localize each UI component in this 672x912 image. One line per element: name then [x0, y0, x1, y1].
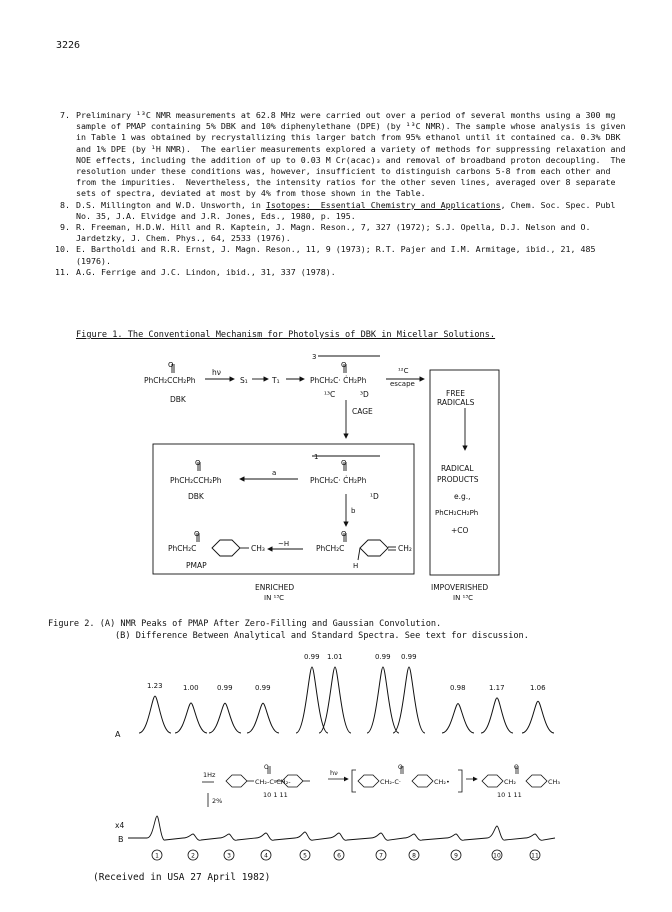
- svg-text:O: O: [514, 764, 519, 771]
- svg-text:CH₃: CH₃: [548, 778, 561, 786]
- peak-label: 0.99: [304, 653, 320, 661]
- circled-number: 2: [191, 852, 195, 860]
- svg-text:CH₃: CH₃: [251, 544, 265, 553]
- svg-text:CH₂-C·: CH₂-C·: [380, 778, 401, 786]
- peak-label: 1.00: [183, 684, 199, 692]
- circled-number: 4: [264, 852, 268, 860]
- svg-text:IN ¹³C: IN ¹³C: [453, 594, 474, 602]
- svg-text:e.g.,: e.g.,: [454, 492, 471, 501]
- trace-a-label: A: [115, 730, 121, 739]
- svg-text:RADICAL: RADICAL: [441, 464, 474, 473]
- svg-text:hν: hν: [212, 368, 221, 377]
- peak-label: 1.23: [147, 682, 163, 691]
- svg-text:b: b: [351, 507, 356, 515]
- reference-number: 9.: [60, 222, 70, 233]
- svg-text:¹²C: ¹²C: [398, 367, 409, 375]
- svg-text:O: O: [341, 530, 347, 538]
- spectrum-peak: [319, 667, 351, 733]
- svg-text:~H: ~H: [278, 540, 290, 548]
- peak-label: 0.99: [255, 684, 271, 692]
- circled-number: 3: [227, 852, 231, 860]
- svg-text:O: O: [264, 764, 269, 771]
- svg-text:2%: 2%: [212, 797, 223, 805]
- reference-number: 11.: [55, 266, 70, 277]
- spectrum-peak: [367, 667, 399, 733]
- spectrum-peak: [139, 696, 171, 733]
- peak-label: 1.01: [327, 653, 343, 661]
- peak-label: 0.98: [450, 684, 466, 692]
- spectrum-peak: [481, 698, 513, 733]
- radical-pair-formula: PhCH₂C· ĊH₂Ph: [310, 376, 367, 385]
- svg-text:RADICALS: RADICALS: [437, 398, 475, 407]
- svg-text:PhCH₂CH₂Ph: PhCH₂CH₂Ph: [435, 509, 479, 517]
- reference-text: D.S. Millington and W.D. Unsworth, in Isotopes: Essential Chemistry and Applications, Chem. Soc. Spec. Publ No. 35, J.A. Elvidge and J.R. Jones, Eds., 1980, p. 195.: [76, 199, 621, 221]
- svg-text:S₁: S₁: [240, 376, 248, 385]
- circled-number: 8: [412, 852, 416, 860]
- reference-text: E. Bartholdi and R.R. Ernst, J. Magn. Reson., 11, 9 (1973); R.T. Pajer and I.M. Armitage, ibid., 21, 485 (1976).: [76, 244, 601, 266]
- svg-text:ENRICHED: ENRICHED: [255, 583, 295, 592]
- figure-2-caption: Figure 2. (A) NMR Peaks of PMAP After Zero-Filling and Gaussian Convolution. (B) Difference Between Analytical and Standard Spectra. See text for discussion.: [48, 619, 529, 641]
- svg-text:O: O: [341, 459, 347, 467]
- svg-text:CH₂: CH₂: [398, 544, 412, 553]
- svg-text:a: a: [272, 469, 277, 477]
- figure-1-caption: Figure 1. The Conventional Mechanism for Photolysis of DBK in Micellar Solutions.: [76, 330, 496, 340]
- circled-number: 9: [454, 852, 458, 860]
- svg-text:PRODUCTS: PRODUCTS: [437, 475, 479, 484]
- svg-text:O: O: [341, 361, 347, 369]
- svg-text:+CO: +CO: [451, 526, 469, 535]
- svg-text:PhCH₂C: PhCH₂C: [168, 544, 197, 553]
- spectrum-peak: [175, 703, 207, 733]
- svg-text:hν: hν: [330, 769, 338, 777]
- svg-text:³D: ³D: [360, 390, 369, 399]
- svg-text:escape: escape: [390, 380, 415, 388]
- svg-text:PhCH₂C: PhCH₂C: [316, 544, 345, 553]
- peak-label: 0.99: [375, 653, 391, 661]
- dbk-label: DBK: [170, 395, 186, 404]
- svg-text:O: O: [194, 530, 200, 538]
- spectrum-peak: [442, 704, 474, 733]
- svg-text:10 1 11: 10 1 11: [497, 791, 522, 799]
- svg-text:1: 1: [314, 453, 319, 461]
- svg-text:IN ¹³C: IN ¹³C: [264, 594, 285, 602]
- peak-label: 1.06: [530, 684, 546, 692]
- svg-text:10 1 11: 10 1 11: [263, 791, 288, 799]
- spectrum-peak: [296, 667, 328, 733]
- circled-number: 6: [337, 852, 341, 860]
- peak-label: 0.99: [401, 653, 417, 661]
- spectrum-peak: [247, 703, 279, 733]
- cage-label: CAGE: [352, 407, 373, 416]
- svg-text:1Hz: 1Hz: [203, 771, 216, 779]
- svg-text:DBK: DBK: [188, 492, 204, 501]
- peak-label: 0.99: [217, 684, 233, 692]
- circled-number: 5: [303, 852, 307, 860]
- svg-text:¹D: ¹D: [370, 492, 379, 501]
- reference-text: Preliminary ¹³C NMR measurements at 62.8 MHz were carried out over a period of several months using a 300 mg sample of PMAP containing 5% DBK and 10% diphenylethane (DPE) (by ¹³C NMR). The sample whose analysis is given in Table 1 was obtained by recrystallizing this larger batch from 95% ethanol until it contained ca. 0.3% DBK and 1% DPE (by ¹H NMR). The earlier measurements explored a variety of methods for suppressing relaxation and NOE effects, including the addition of up to 0.03 M Cr(acac)₃ and removal of broadband proton decoupling. The resolution under these conditions was, however, insufficient to distinguish carbons 5-8 from each other and from the impurities. Nevertheless, the intensity ratios for the other seven lines, averaged over 8 separate sets of spectra, deviated at most by 4% from those shown in the Table.: [76, 110, 631, 199]
- circled-number: 7: [379, 852, 383, 860]
- dbk-formula: PhCH₂CCH₂Ph: [144, 376, 196, 385]
- circled-number: 10: [493, 852, 501, 860]
- svg-text:CH₂: CH₂: [504, 778, 517, 786]
- spectrum-peak: [522, 701, 554, 733]
- svg-text:CH₂•: CH₂•: [434, 778, 450, 786]
- svg-text:PhCH₂CCH₂Ph: PhCH₂CCH₂Ph: [170, 476, 222, 485]
- reference-number: 8.: [60, 199, 70, 210]
- received-date: (Received in USA 27 April 1982): [93, 872, 271, 883]
- svg-text:3: 3: [312, 353, 317, 361]
- svg-text:O: O: [195, 459, 201, 467]
- scale-label: x4: [115, 821, 125, 830]
- svg-text:H: H: [353, 562, 359, 570]
- reference-text: R. Freeman, H.D.W. Hill and R. Kaptein, J. Magn. Reson., 7, 327 (1972); S.J. Opella, D.J. Nelson and O. Jardetzky, J. Chem. Phys., 64, 2533 (1976).: [76, 222, 596, 244]
- svg-text:O: O: [398, 764, 403, 771]
- circled-number: 1: [155, 852, 159, 860]
- circled-number: 11: [531, 852, 539, 860]
- trace-b-label: B: [118, 835, 124, 844]
- pmap-label: PMAP: [186, 561, 207, 570]
- reference-number: 10.: [55, 244, 70, 255]
- svg-text:PhCH₂C· ĊH₂Ph: PhCH₂C· ĊH₂Ph: [310, 476, 367, 485]
- spectrum-peak: [209, 703, 241, 733]
- svg-text:O: O: [168, 361, 174, 369]
- svg-text:T₁: T₁: [272, 376, 280, 385]
- svg-text:FREE: FREE: [446, 389, 466, 398]
- peak-label: 1.17: [489, 683, 505, 692]
- difference-trace: [128, 816, 555, 840]
- svg-text:IMPOVERISHED: IMPOVERISHED: [431, 583, 489, 592]
- svg-text:CH₂-C-CH₂-: CH₂-C-CH₂-: [255, 778, 291, 786]
- page-number: 3226: [56, 40, 81, 51]
- reference-text: A.G. Ferrige and J.C. Lindon, ibid., 31, 337 (1978).: [76, 266, 336, 277]
- reference-number: 7.: [60, 110, 70, 120]
- spectrum-peak: [393, 667, 425, 733]
- svg-text:¹³C: ¹³C: [324, 390, 336, 399]
